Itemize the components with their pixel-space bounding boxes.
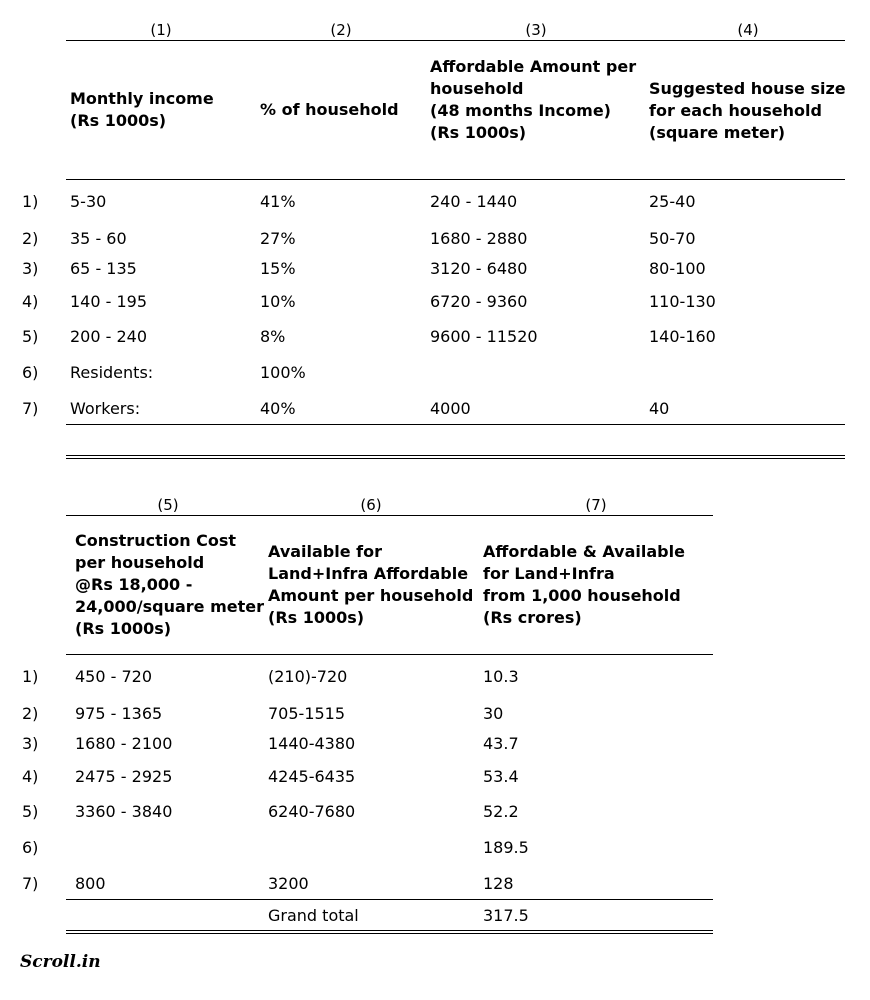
table-cell: 65 - 135 xyxy=(70,259,137,278)
table-cell: 100% xyxy=(260,363,306,382)
table-cell: 40% xyxy=(260,399,296,418)
table-cell: 450 - 720 xyxy=(75,667,153,686)
row-number: 1) xyxy=(22,667,39,686)
table-cell: 2475 - 2925 xyxy=(75,767,173,786)
table-cell: 140-160 xyxy=(649,327,716,346)
table-cell: 43.7 xyxy=(483,734,519,753)
column-number-6: (6) xyxy=(360,496,382,514)
row-number: 5) xyxy=(22,327,39,346)
header-percent-household: % of household xyxy=(260,100,399,119)
column-number-4: (4) xyxy=(737,21,759,39)
table-cell: Residents: xyxy=(70,363,154,382)
row-number: 6) xyxy=(22,363,39,382)
table-2-total-rule xyxy=(66,899,713,900)
table-cell: 189.5 xyxy=(483,838,529,857)
table-cell: 3200 xyxy=(268,874,309,893)
header-monthly-income: Monthly income (Rs 1000s) xyxy=(70,89,214,130)
table-cell: 128 xyxy=(483,874,514,893)
table-cell: Workers: xyxy=(70,399,141,418)
table-cell: 3120 - 6480 xyxy=(430,259,528,278)
header-available-land-infra: Available for Land+Infra Affordable Amount per household (Rs 1000s) xyxy=(268,542,474,627)
table-cell: 40 xyxy=(649,399,670,418)
row-number: 7) xyxy=(22,399,39,418)
table-cell: 975 - 1365 xyxy=(75,704,163,723)
column-number-3: (3) xyxy=(525,21,547,39)
table-cell: 1680 - 2880 xyxy=(430,229,528,248)
table-cell: 1680 - 2100 xyxy=(75,734,173,753)
table-1-bottom-rule xyxy=(66,424,845,425)
table-cell: 4000 xyxy=(430,399,471,418)
table-cell: 9600 - 11520 xyxy=(430,327,538,346)
header-construction-cost: Construction Cost per household @Rs 18,000 - 24,000/square meter (Rs 1000s) xyxy=(75,531,264,638)
table-cell: 41% xyxy=(260,192,296,211)
table-cell: (210)-720 xyxy=(268,667,348,686)
table-cell: 5-30 xyxy=(70,192,107,211)
column-number-1: (1) xyxy=(150,21,172,39)
table-cell: 110-130 xyxy=(649,292,716,311)
row-number: 4) xyxy=(22,767,39,786)
grand-total-label: Grand total xyxy=(268,906,359,925)
table-cell: 52.2 xyxy=(483,802,519,821)
row-number: 5) xyxy=(22,802,39,821)
table-cell: 30 xyxy=(483,704,504,723)
header-affordable-available: Affordable & Available for Land+Infra from 1,000 household (Rs crores) xyxy=(483,542,685,627)
row-number: 7) xyxy=(22,874,39,893)
table-cell: 53.4 xyxy=(483,767,519,786)
table-cell: 6240-7680 xyxy=(268,802,356,821)
table-cell: 80-100 xyxy=(649,259,706,278)
table-cell: 1440-4380 xyxy=(268,734,356,753)
row-number: 2) xyxy=(22,704,39,723)
table-cell: 10.3 xyxy=(483,667,519,686)
header-suggested-house-size: Suggested house size for each household (square meter) xyxy=(649,79,846,142)
table-cell: 35 - 60 xyxy=(70,229,127,248)
header-affordable-amount: Affordable Amount per household (48 months Income) (Rs 1000s) xyxy=(430,57,637,142)
table-1-top-rule xyxy=(66,40,845,41)
section-divider-rule-2 xyxy=(66,458,845,459)
table-cell: 6720 - 9360 xyxy=(430,292,528,311)
table-cell: 25-40 xyxy=(649,192,696,211)
table-cell: 140 - 195 xyxy=(70,292,148,311)
table-2-header-rule xyxy=(66,654,713,655)
row-number: 3) xyxy=(22,259,39,278)
table-cell: 15% xyxy=(260,259,296,278)
table-cell: 8% xyxy=(260,327,286,346)
table-cell: 200 - 240 xyxy=(70,327,148,346)
table-cell: 4245-6435 xyxy=(268,767,356,786)
column-number-2: (2) xyxy=(330,21,352,39)
table-cell: 800 xyxy=(75,874,106,893)
table-cell: 50-70 xyxy=(649,229,696,248)
scroll-in-logo: Scroll.in xyxy=(20,952,101,972)
table-2-bottom-rule-1 xyxy=(66,930,713,931)
table-cell: 3360 - 3840 xyxy=(75,802,173,821)
table-cell: 240 - 1440 xyxy=(430,192,518,211)
row-number: 2) xyxy=(22,229,39,248)
grand-total-value: 317.5 xyxy=(483,906,529,925)
row-number: 3) xyxy=(22,734,39,753)
table-1-header-rule xyxy=(66,179,845,180)
table-2-top-rule xyxy=(66,515,713,516)
table-cell: 705-1515 xyxy=(268,704,346,723)
table-cell: 27% xyxy=(260,229,296,248)
column-number-5: (5) xyxy=(157,496,179,514)
table-cell: 10% xyxy=(260,292,296,311)
table-2-bottom-rule-2 xyxy=(66,933,713,934)
row-number: 4) xyxy=(22,292,39,311)
section-divider-rule-1 xyxy=(66,455,845,456)
row-number: 1) xyxy=(22,192,39,211)
row-number: 6) xyxy=(22,838,39,857)
column-number-7: (7) xyxy=(585,496,607,514)
